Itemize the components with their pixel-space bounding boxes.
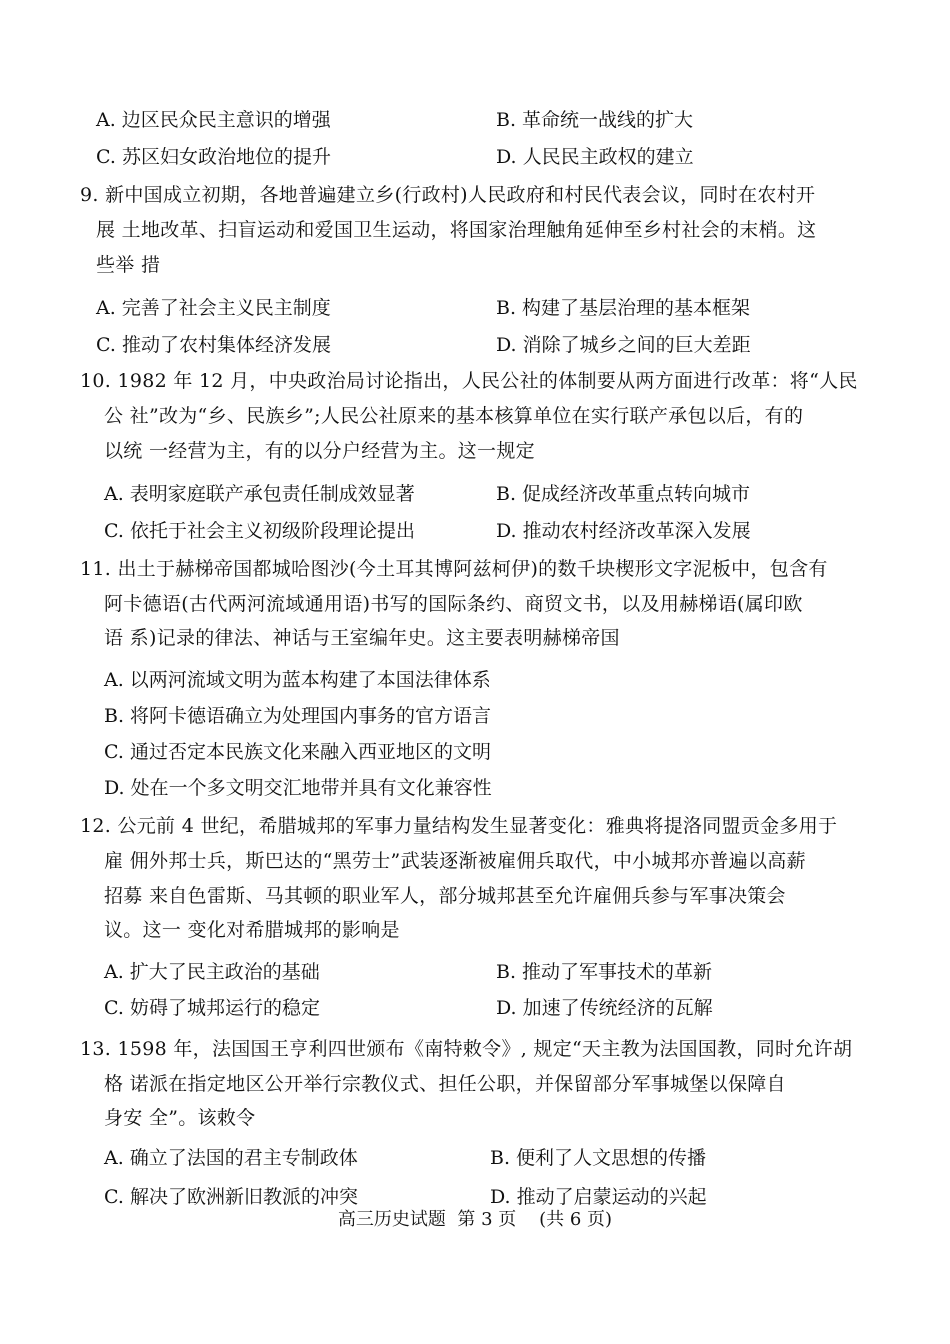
q8-option-c: C. 苏区妇女政治地位的提升 <box>96 146 331 168</box>
q12-stem-line: 招募 来自色雷斯、马其顿的职业军人，部分城邦甚至允许雇佣兵参与军事决策会 <box>104 885 786 907</box>
q13-stem-line: 13. 1598 年，法国国王亨利四世颁布《南特敕令》, 规定“天主教为法国国教，同时允许胡 <box>80 1038 853 1060</box>
q10-option-d: D. 推动农村经济改革深入发展 <box>496 520 751 542</box>
q12-stem-line: 议。这一 变化对希腊城邦的影响是 <box>104 919 400 941</box>
q13-option-a: A. 确立了法国的君主专制政体 <box>104 1147 358 1169</box>
q13-option-c: C. 解决了欧洲新旧教派的冲突 <box>104 1186 358 1208</box>
q13-option-d: D. 推动了启蒙运动的兴起 <box>490 1186 707 1208</box>
q8-option-d: D. 人民民主政权的建立 <box>496 146 694 168</box>
q9-option-b: B. 构建了基层治理的基本框架 <box>496 297 751 319</box>
q10-stem-line: 公 社”改为“乡、民族乡”;人民公社原来的基本核算单位在实行联产承包以后，有的 <box>104 405 804 427</box>
q12-option-c: C. 妨碍了城邦运行的稳定 <box>104 997 320 1019</box>
q10-option-b: B. 促成经济改革重点转向城市 <box>496 483 751 505</box>
q9-stem-line: 些举 措 <box>96 254 161 276</box>
q8-option-b: B. 革命统一战线的扩大 <box>496 109 694 131</box>
page-footer: 高三历史试题 第 3 页 (共 6 页) <box>337 1209 613 1230</box>
q11-option-b: B. 将阿卡德语确立为处理国内事务的官方语言 <box>104 705 492 727</box>
q12-option-a: A. 扩大了民主政治的基础 <box>104 961 320 983</box>
q10-option-a: A. 表明家庭联产承包责任制成效显著 <box>104 483 415 505</box>
q13-option-b: B. 便利了人文思想的传播 <box>490 1147 707 1169</box>
q13-stem-line: 格 诺派在指定地区公开举行宗教仪式、担任公职，并保留部分军事城堡以保障自 <box>104 1073 786 1095</box>
q9-stem-line: 展 土地改革、扫盲运动和爱国卫生运动，将国家治理触角延伸至乡村社会的末梢。这 <box>96 219 817 241</box>
q11-stem-line: 阿卡德语(古代两河流域通用语)书写的国际条约、商贸文书，以及用赫梯语(属印欧 <box>104 593 803 615</box>
q12-stem-line: 12. 公元前 4 世纪，希腊城邦的军事力量结构发生显著变化：雅典将提洛同盟贡金多用于 <box>80 815 838 837</box>
q11-stem-line: 11. 出土于赫梯帝国都城哈图沙(今土耳其博阿兹柯伊)的数千块楔形文字泥板中，包含有 <box>80 558 828 580</box>
q11-option-d: D. 处在一个多文明交汇地带并具有文化兼容性 <box>104 777 492 799</box>
q11-stem-line: 语 系)记录的律法、神话与王室编年史。这主要表明赫梯帝国 <box>104 627 620 649</box>
q9-option-a: A. 完善了社会主义民主制度 <box>96 297 331 319</box>
q9-stem-line: 9. 新中国成立初期，各地普遍建立乡(行政村)人民政府和村民代表会议，同时在农村开 <box>80 184 816 206</box>
q10-stem-line: 以统 一经营为主，有的以分户经营为主。这一规定 <box>104 440 535 462</box>
q13-stem-line: 身安 全”。该敕令 <box>104 1107 256 1129</box>
q11-option-a: A. 以两河流域文明为蓝本构建了本国法律体系 <box>104 669 491 691</box>
q9-option-c: C. 推动了农村集体经济发展 <box>96 334 331 356</box>
q9-option-d: D. 消除了城乡之间的巨大差距 <box>496 334 751 356</box>
q8-option-a: A. 边区民众民主意识的增强 <box>96 109 331 131</box>
q12-stem-line: 雇 佣外邦士兵，斯巴达的“黑劳士”武装逐渐被雇佣兵取代，中小城邦亦普遍以高薪 <box>104 850 806 872</box>
q10-stem-line: 10. 1982 年 12 月，中央政治局讨论指出，人民公社的体制要从两方面进行改革：将“人民 <box>80 370 858 392</box>
q10-option-c: C. 依托于社会主义初级阶段理论提出 <box>104 520 415 542</box>
q12-option-d: D. 加速了传统经济的瓦解 <box>496 997 713 1019</box>
q12-option-b: B. 推动了军事技术的革新 <box>496 961 713 983</box>
q11-option-c: C. 通过否定本民族文化来融入西亚地区的文明 <box>104 741 491 763</box>
